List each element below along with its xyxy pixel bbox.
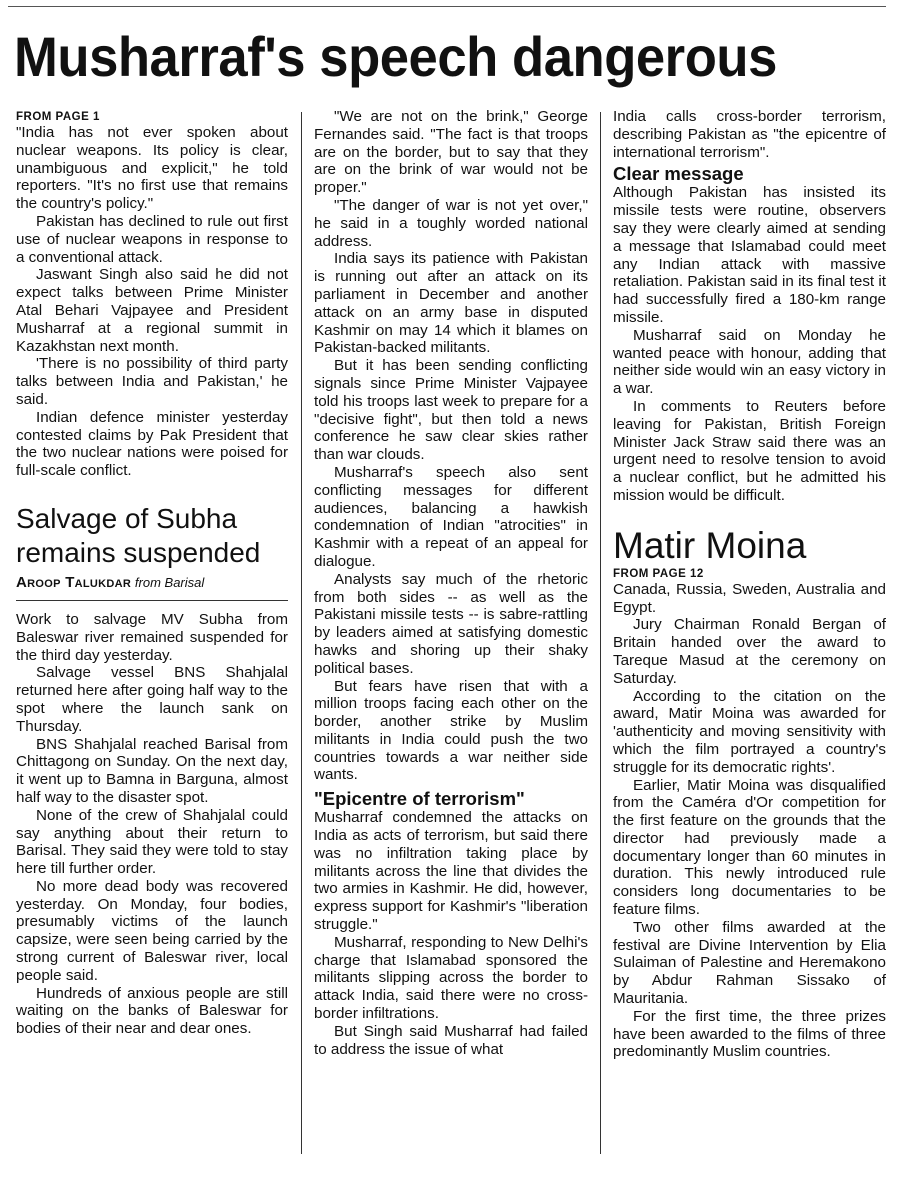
column-1 [16,110,288,1038]
column-divider [600,112,601,1154]
subhead-epicentre: "Epicentre of terrorism" [314,788,525,810]
paragraph: "India has not ever spoken about nuclear weapons. Its policy is clear, unambiguous and explicit," he told reporters. "It's no first use that remains the country's policy." [16,124,288,213]
main-headline: Musharraf's speech dangerous [14,25,777,88]
paragraph: Pakistan has declined to rule out first use of nuclear weapons in response to a conventional attack. [16,212,288,266]
byline [16,574,288,592]
paragraph: Jury Chairman Ronald Bergan of Britain handed over the award to Tareque Masud at the ceremony on Saturday. [613,616,886,687]
story-divider [16,600,288,601]
paragraph: Musharraf condemned the attacks on India as acts of terrorism, but said there was no infiltration taking place by militants across the line that divides the two armies in Kashmir. He did, however, express support for Kashmir's "liberation struggle." [314,809,588,934]
paragraph: For the first time, the three prizes have been awarded to the films of three predominantly Muslim countries. [613,1007,886,1061]
moina-title: Matir Moina [613,524,807,566]
paragraph: Indian defence minister yesterday contested claims by Pak President that the two nuclear nations were poised for full-scale conflict. [16,408,288,480]
paragraph: Jaswant Singh also said he did not expect talks between Prime Minister Atal Behari Vajpayee and President Musharraf at a regional summit in Kazakhstan next month. [16,266,288,355]
paragraph: According to the citation on the award, Matir Moina was awarded for 'authenticity and moving sensitivity with which the film portrayed a country's struggle for its democratic rights'. [613,687,886,776]
top-rule [8,6,886,7]
paragraph: Musharraf, responding to New Delhi's charge that Islamabad sponsored the militants slipping across the border to attack India, said there were no cross-border infiltrations. [314,933,588,1023]
byline-location: from Barisal [134,574,205,590]
paragraph: No more dead body was recovered yesterday. On Monday, four bodies, presumably victims of the launch capsize, were seen being carried by the strong current of Baleswar river, local people said. [16,877,288,984]
column-divider [301,112,302,1154]
byline-author: Aroop Talukdar [16,573,132,591]
paragraph: 'There is no possibility of third party talks between India and Pakistan,' he said. [16,355,288,408]
subhead-clear-message: Clear message [613,163,744,185]
paragraph: But it has been sending conflicting signals since Prime Minister Vajpayee told his troops last week to prepare for a "decisive fight", but then told a news conference he saw clear skies rather than war clouds. [314,357,588,464]
paragraph: Earlier, Matir Moina was disqualified from the Caméra d'Or competition for the first feature on the grounds that the director had previously made a documentary longer than 60 minutes in duration. This newly introduced rule considers long documentaries to be feature films. [613,776,886,919]
paragraph: BNS Shahjalal reached Barisal from Chittagong on Sunday. On the next day, it went up to Bamna in Barguna, almost half way to the disaster spot. [16,735,288,806]
paragraph: Two other films awarded at the festival are Divine Intervention by Elia Sulaiman of Palestine and Heremakono by Abdur Rahman Sissako of Mauritania. [613,918,886,1008]
paragraph: Hundreds of anxious people are still waiting on the banks of Baleswar for bodies of their near and dear ones. [16,984,288,1038]
paragraph: None of the crew of Shahjalal could say anything about their return to Barisal. They said they were told to stay here till further order. [16,806,288,878]
paragraph: But Singh said Musharraf had failed to address the issue of what [314,1022,588,1058]
main-kicker: FROM PAGE 1 [16,111,100,123]
column-3 [613,108,886,1061]
paragraph: Although Pakistan has insisted its missile tests were routine, observers say they were clearly aimed at sending a message that Islamabad could meet any Indian attack with massive retaliation. Pakistan said in its final test it had successfully fired a 180-km range missile. [613,184,886,326]
paragraph: Musharraf's speech also sent conflicting messages for different audiences, balancing a hawkish condemnation of Indian "atrocities" in Kashmir with a repeat of an appeal for dialogue. [314,463,588,570]
paragraph: Analysts say much of the rhetoric from both sides -- as well as the Pakistani missile tests -- is sabre-rattling by leaders aimed at satisfying domestic hawks and shoring up their shaky political bases. [314,570,588,677]
paragraph: "The danger of war is not yet over," he said in a toughly worded national address. [314,196,588,250]
paragraph: India calls cross-border terrorism, describing Pakistan as "the epicentre of international terrorism". [613,108,886,161]
paragraph: But fears have risen that with a million troops facing each other on the border, another strike by Muslim militants in India could push the two countries towards a war neither side wants. [314,677,588,784]
paragraph: "We are not on the brink," George Fernandes said. "The fact is that troops are on the border, but to say that they are on the brink of war would not be proper." [314,108,588,197]
paragraph: In comments to Reuters before leaving for Pakistan, British Foreign Minister Jack Straw said there was an urgent need to resolve tension to avoid a nuclear conflict, but he admitted his mission would be difficult. [613,397,886,504]
moina-kicker: FROM PAGE 12 [613,567,704,580]
paragraph: Musharraf said on Monday he wanted peace with honour, adding that neither side would win an easy victory in a war. [613,326,886,398]
paragraph: Canada, Russia, Sweden, Australia and Egypt. [613,580,886,616]
column-2 [314,108,588,1058]
paragraph: India says its patience with Pakistan is running out after an attack on its parliament in December and another attack on an army base in disputed Kashmir on may 14 which it blames on Pakistan-backed militants. [314,250,588,357]
paragraph: Work to salvage MV Subha from Baleswar river remained suspended for the third day yesterday. [16,610,288,664]
subha-title: Salvage of Subha remains suspended [16,502,261,568]
paragraph: Salvage vessel BNS Shahjalal returned here after going half way to the spot where the launch sank on Thursday. [16,664,288,735]
